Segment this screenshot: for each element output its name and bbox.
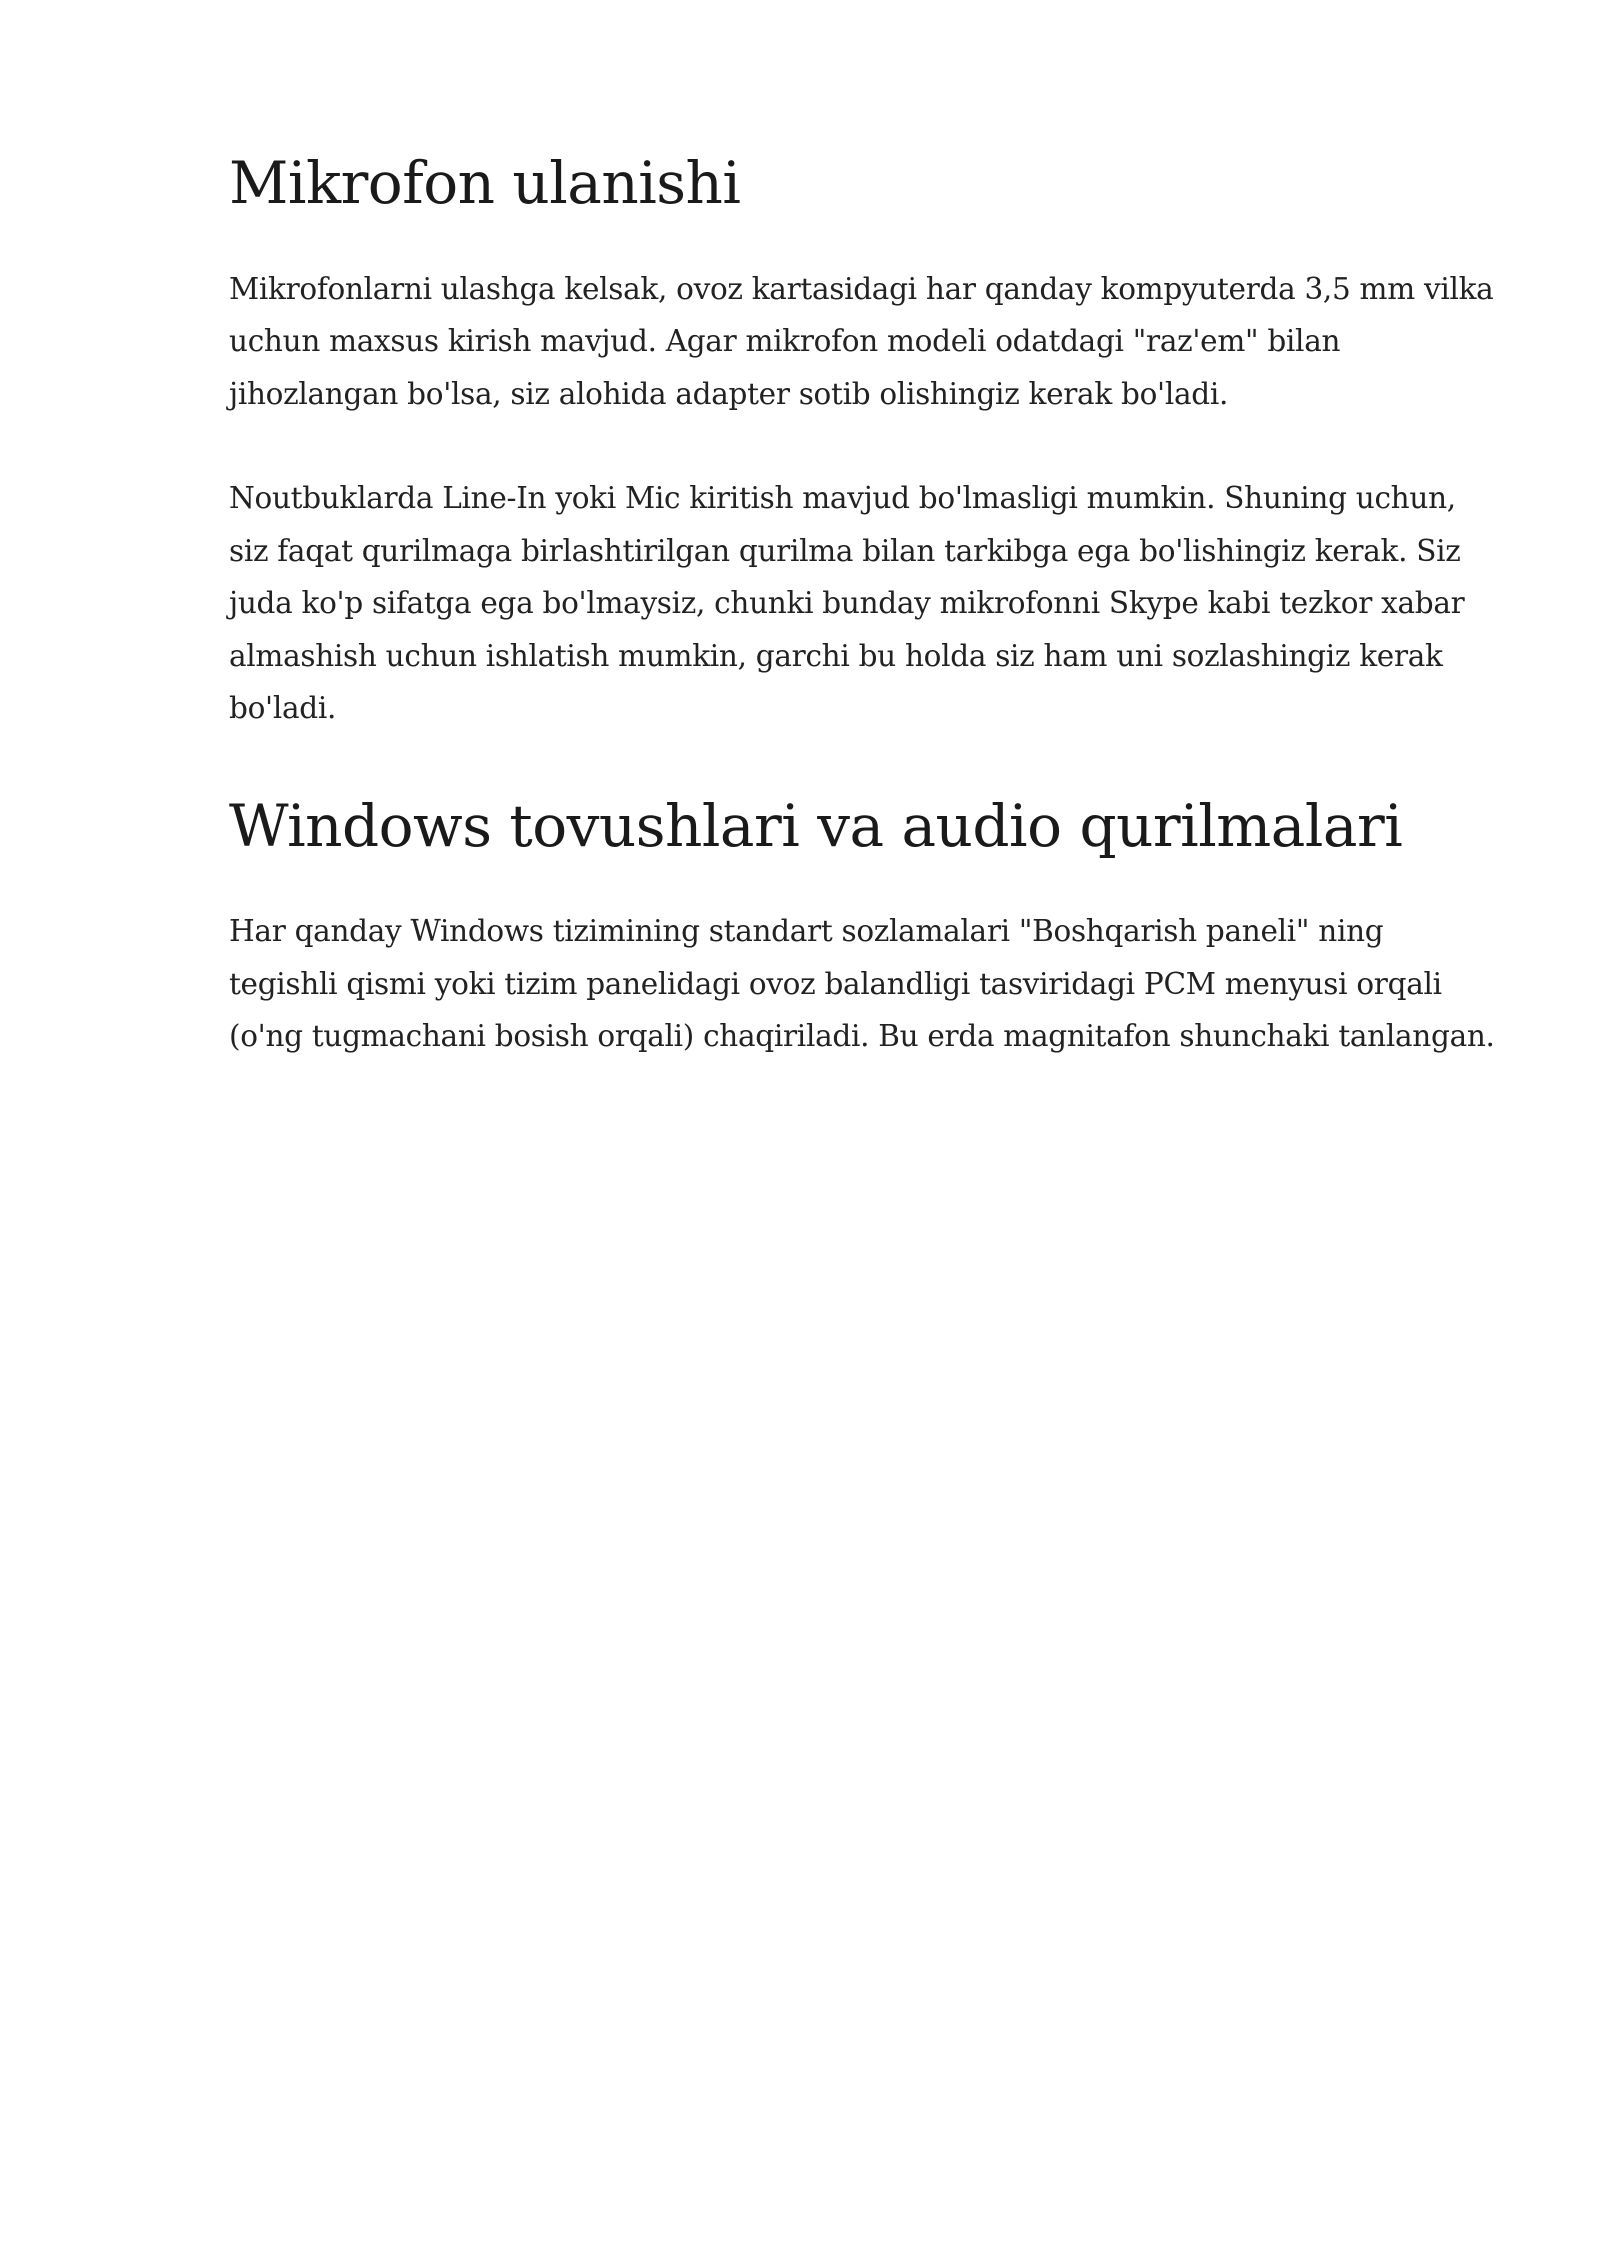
paragraph-microphone-connection: Mikrofonlarni ulashga kelsak, ovoz kartasidagi har qanday kompyuterda 3,5 mm vilka uchun maxsus kirish mavjud. Agar mikrofon modeli odatdagi "raz'em" bilan jihozlangan bo'lsa, siz alohida adapter sotib olishingiz kerak bo'ladi. xyxy=(229,271,1494,411)
document-page xyxy=(229,150,1499,1063)
paragraph-laptop-inputs: Noutbuklarda Line-In yoki Mic kiritish mavjud bo'lmasligi mumkin. Shuning uchun, siz faqat qurilmaga birlashtirilgan qurilma bilan tarkibga ega bo'lishingiz kerak. Siz juda ko'p sifatga ega bo'lmaysiz, chunki bunday mikrofonni Skype kabi tezkor xabar almashish uchun ishlatish mumkin, garchi bu holda siz ham uni sozlashingiz kerak bo'ladi. xyxy=(229,481,1465,726)
section-heading-windows-audio: Windows tovushlari va audio qurilmalari xyxy=(229,791,1403,860)
paragraph-windows-settings: Har qanday Windows tizimining standart sozlamalari "Boshqarish paneli" ning tegishli qismi yoki tizim panelidagi ovoz balandligi tasviridagi PCM menyusi orqali (o'ng tugmachani bosish orqali) chaqiriladi. Bu erda magnitafon shunchaki tanlangan. xyxy=(229,914,1495,1054)
section-heading-mikrofon-ulanishi: Mikrofon ulanishi xyxy=(229,149,741,217)
